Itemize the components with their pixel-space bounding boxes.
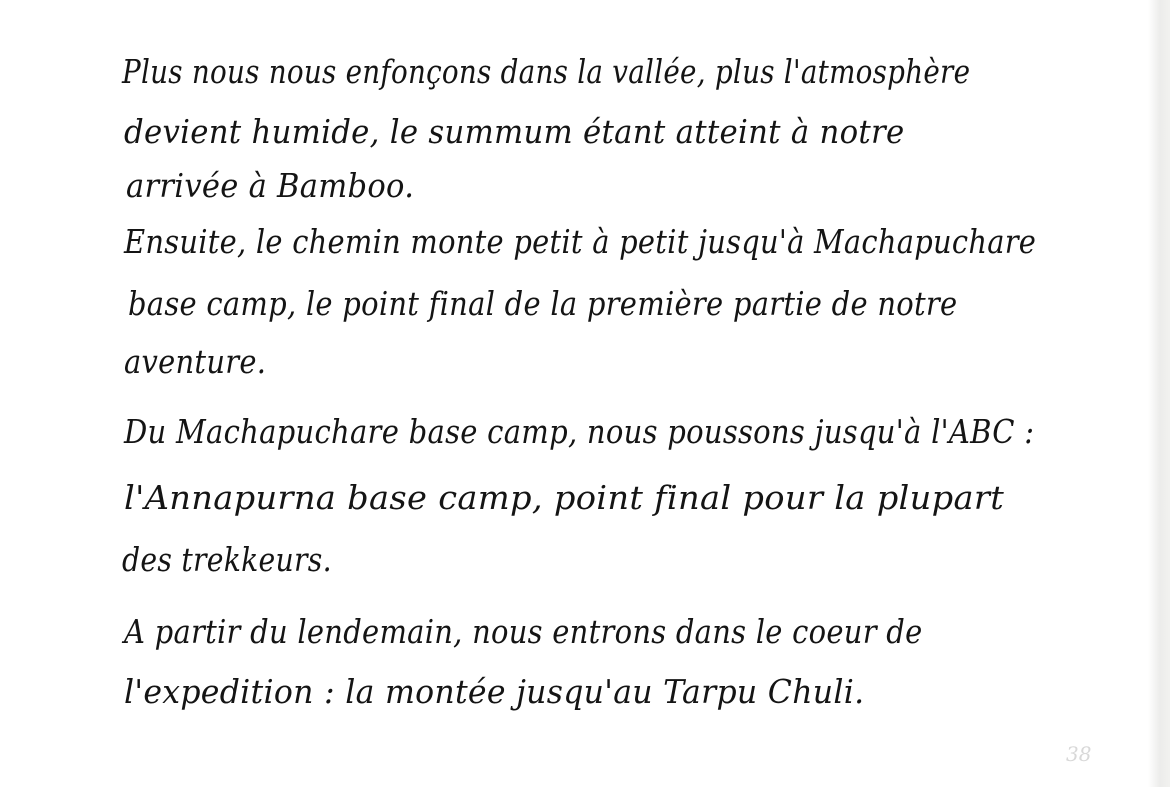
text-line: arrivée à Bamboo.	[126, 166, 415, 205]
text-line: base camp, le point final de la première partie de notre	[128, 284, 958, 323]
scan-edge-shadow	[1148, 0, 1170, 787]
text-line: des trekkeurs.	[122, 540, 332, 579]
text-line: l'Annapurna base camp, point final pour la plupart	[124, 478, 1005, 517]
text-line: Plus nous nous enfonçons dans la vallée, plus l'atmosphère	[122, 52, 971, 91]
text-line: l'expedition : la montée jusqu'au Tarpu Chuli.	[124, 672, 865, 711]
text-line: Du Machapuchare base camp, nous poussons jusqu'à l'ABC :	[124, 412, 1035, 451]
text-line: devient humide, le summum étant atteint à notre	[124, 112, 905, 151]
text-line: aventure.	[124, 342, 267, 381]
text-line: Ensuite, le chemin monte petit à petit jusqu'à Machapuchare	[124, 222, 1037, 261]
page-number: 38	[1066, 742, 1092, 766]
text-line: A partir du lendemain, nous entrons dans le coeur de	[124, 612, 923, 651]
